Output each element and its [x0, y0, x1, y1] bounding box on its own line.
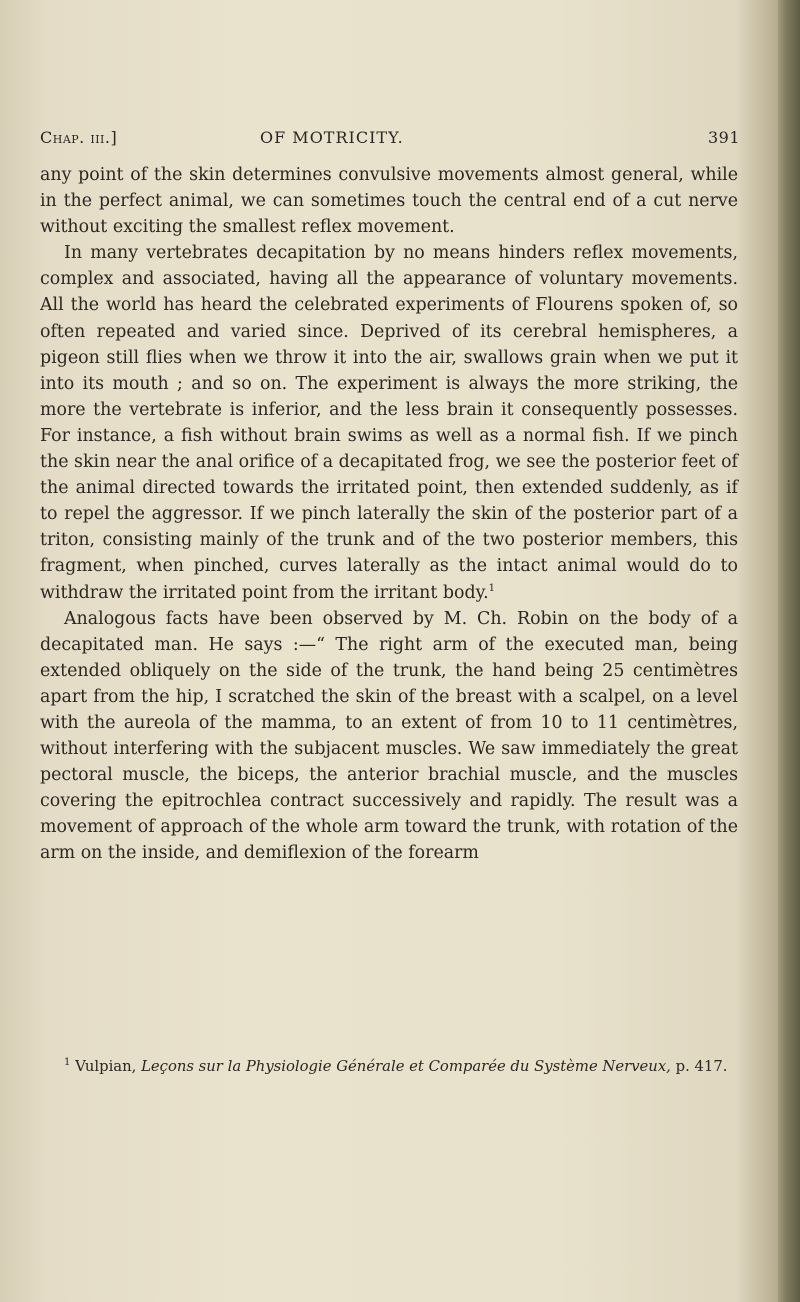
main-text: [40, 162, 738, 867]
footnote: [40, 1056, 738, 1077]
footnote-reference: 1: [488, 582, 496, 594]
paragraph-2: [40, 240, 738, 605]
footnote-author: Vulpian,: [75, 1058, 137, 1075]
book-spine-shadow: [778, 0, 800, 1302]
footnote-title: Leçons sur la Physiologie Générale et Comparée du Système Nerveux,: [141, 1058, 671, 1075]
running-header: [40, 128, 740, 152]
footnote-marker: 1: [64, 1057, 71, 1069]
page-number: 391: [707, 128, 740, 147]
running-title: OF MOTRICITY.: [260, 128, 404, 147]
paragraph-3: Analogous facts have been observed by M. Ch. Robin on the body of a decapitated man. He says :—“ The right arm of the executed man, being extended obliquely on the side of the trunk, the hand being 25 centimètres apart from the hip, I scratched the skin of the breast with a scalpel, on a level with the aureola of the mamma, to an extent of from 10 to 11 centimètres, without interfering with the subjacent muscles. We saw immediately the great pectoral muscle, the biceps, the anterior brachial muscle, and the muscles covering the epitrochlea contract successively and rapidly. The result was a movement of approach of the whole arm toward the trunk, with rotation of the arm on the inside, and demiflexion of the forearm: [40, 608, 738, 864]
paragraph-2-text: In many vertebrates decapitation by no means hinders reflex movements, complex and associated, having all the appearance of voluntary movements. All the world has heard the celebrated experiments of Flourens spoken of, so often repeated and varied since. Deprived of its cerebral hemispheres, a pigeon still flies when we throw it into the air, swallows grain when we put it into its mouth ; and so on. The experiment is always the more striking, the more the vertebrate is inferior, and the less brain it consequently possesses. For instance, a fish without brain swims as well as a normal fish. If we pinch the skin near the anal orifice of a decapitated frog, we see the posterior feet of the animal directed towards the irritated point, then extended suddenly, as if to repel the aggressor. If we pinch laterally the skin of the posterior part of a triton, consisting mainly of the trunk and of the two posterior members, this fragment, when pinched, curves laterally as the intact animal would do to withdraw the irritated point from the irritant body.: [40, 243, 738, 603]
chapter-label: Chap. iii.]: [40, 128, 118, 147]
footnote-page: p. 417.: [675, 1058, 728, 1075]
paragraph-1: any point of the skin determines convulsive movements almost general, while in the perfect animal, we can sometimes touch the central end of a cut nerve without exciting the smallest reflex movement.: [40, 165, 738, 238]
